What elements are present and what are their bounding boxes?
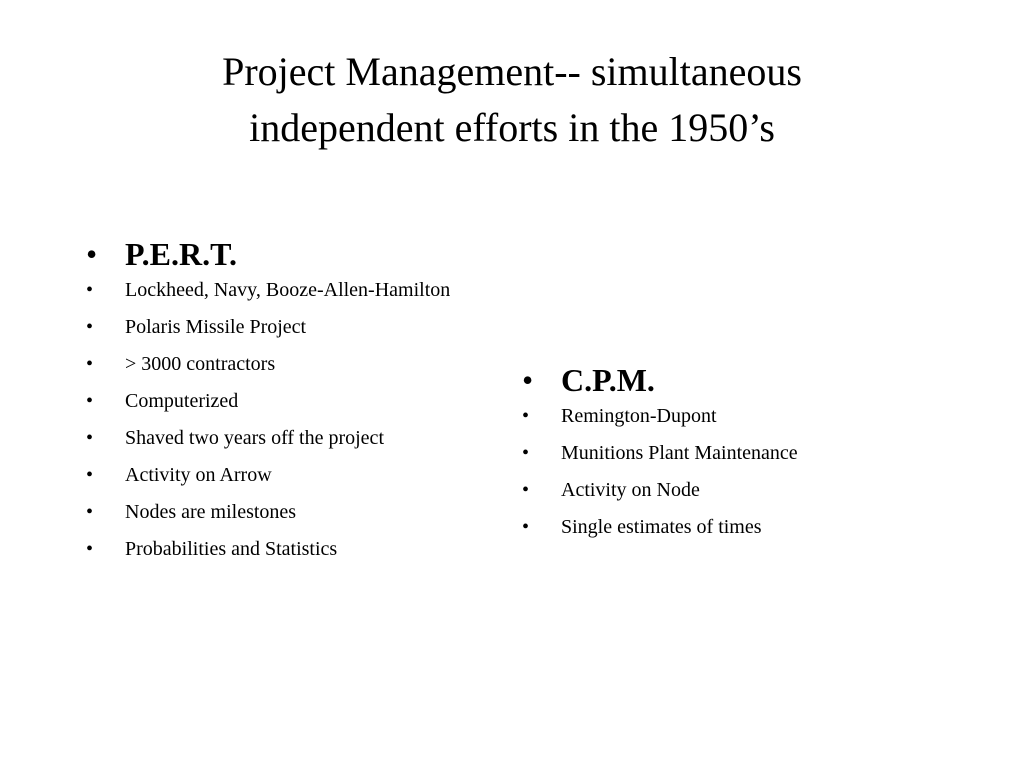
pert-item-computerized: • Computerized: [86, 389, 486, 414]
pert-item-time-saved: • Shaved two years off the project: [86, 426, 486, 451]
cpm-item-company: • Remington-Dupont: [522, 404, 942, 429]
title-line-1: Project Management-- simultaneous: [222, 49, 802, 94]
cpm-item-activity-on-node: • Activity on Node: [522, 478, 942, 503]
cpm-column: [522, 358, 942, 552]
cpm-item-estimates: • Single estimates of times: [522, 515, 942, 540]
pert-item-organizations: • Lockheed, Navy, Booze-Allen-Hamilton: [86, 278, 486, 303]
cpm-item-plant: • Munitions Plant Maintenance: [522, 441, 942, 466]
pert-item-probabilities: • Probabilities and Statistics: [86, 537, 486, 562]
pert-column: [86, 232, 486, 574]
pert-heading: • P.E.R.T.: [86, 232, 486, 276]
slide-title: [0, 44, 1024, 156]
pert-item-nodes: • Nodes are milestones: [86, 500, 486, 525]
pert-item-contractors: • > 3000 contractors: [86, 352, 486, 377]
title-line-2: independent efforts in the 1950’s: [249, 105, 775, 150]
pert-item-activity-on-arrow: • Activity on Arrow: [86, 463, 486, 488]
pert-item-project: • Polaris Missile Project: [86, 315, 486, 340]
cpm-heading: • C.P.M.: [522, 358, 942, 402]
